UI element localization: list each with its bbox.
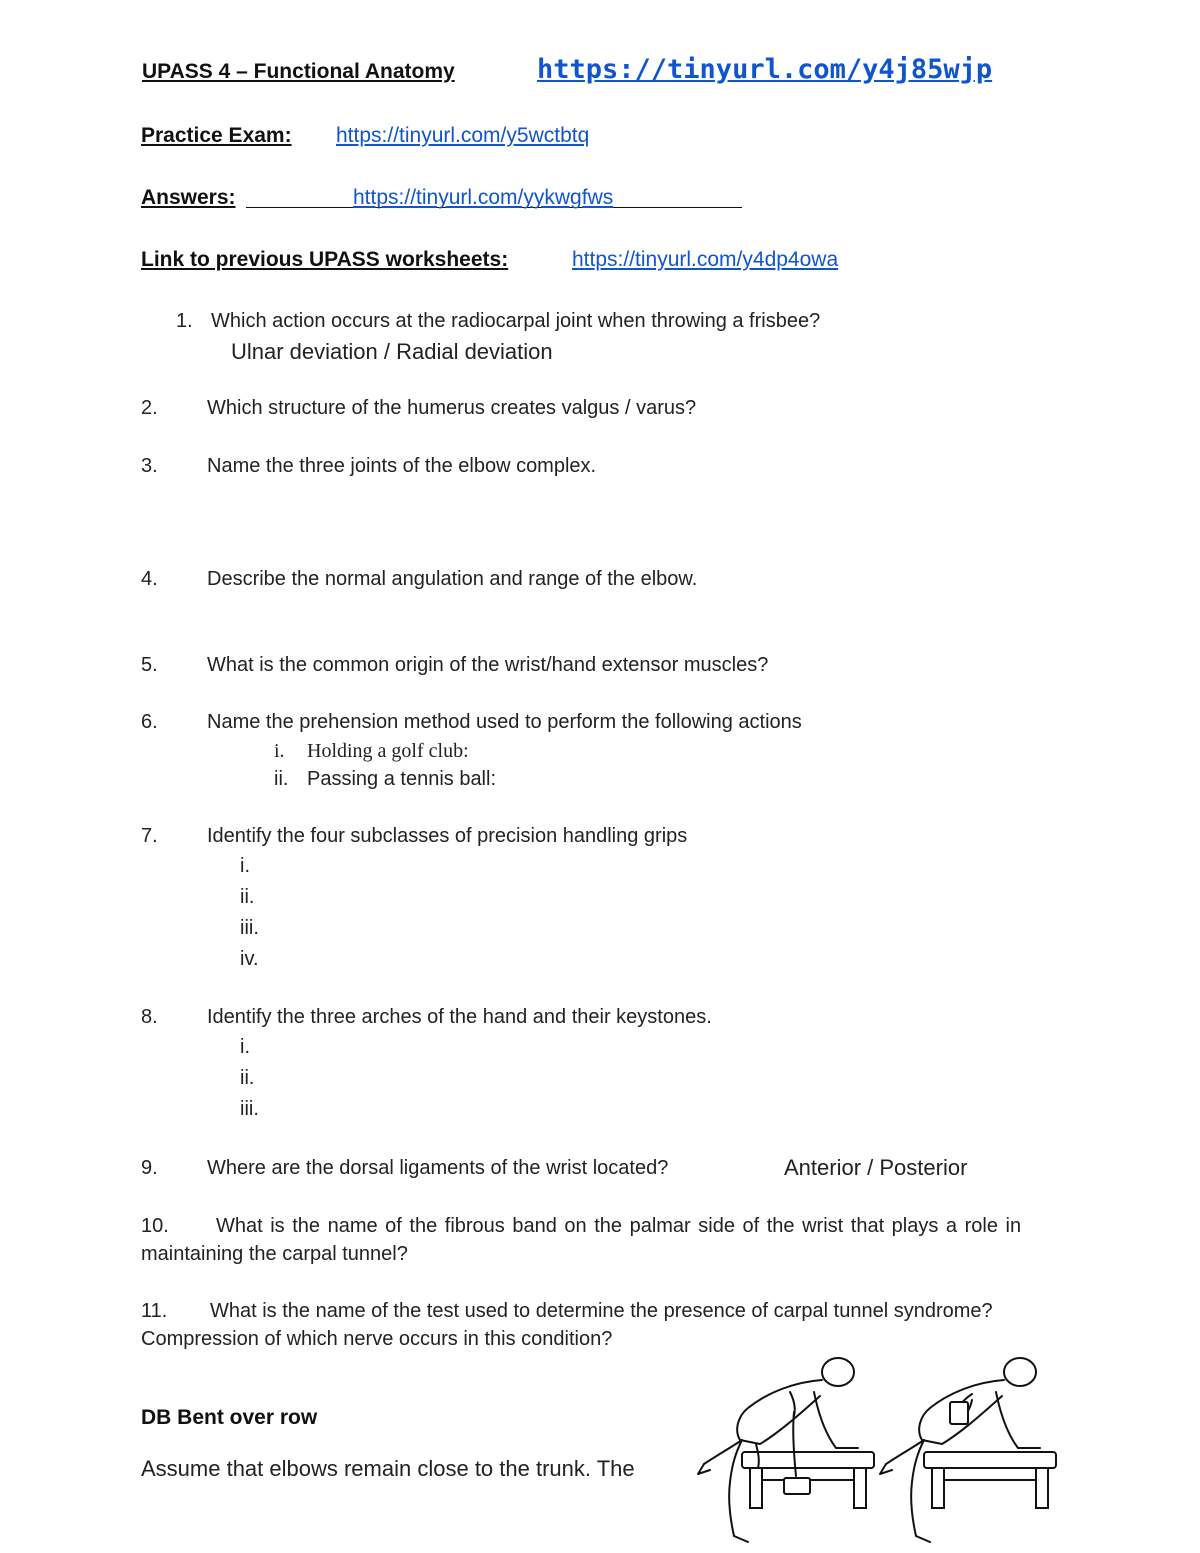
q10-text-cont: maintaining the carpal tunnel? xyxy=(141,1243,408,1265)
q7-number: 7. xyxy=(141,825,158,847)
answers-link[interactable]: https://tinyurl.com/yykwgfws xyxy=(353,186,614,209)
q4-number: 4. xyxy=(141,568,158,590)
q9-number: 9. xyxy=(141,1157,158,1179)
q8-item-marker: iii. xyxy=(240,1098,259,1120)
q9-options: Anterior / Posterior xyxy=(784,1155,968,1180)
q7-item-marker: iv. xyxy=(240,948,259,970)
q7-text: Identify the four subclasses of precision handling grips xyxy=(207,825,688,847)
figure-end-position xyxy=(880,1358,1056,1542)
title-link[interactable]: https://tinyurl.com/y4j85wjp xyxy=(537,54,993,85)
q3-number: 3. xyxy=(141,455,158,477)
q6-item-marker: ii. xyxy=(274,768,289,790)
q8-text: Identify the three arches of the hand and their keystones. xyxy=(207,1006,712,1028)
q6-number: 6. xyxy=(141,711,158,733)
q11-number: 11. xyxy=(141,1300,168,1322)
q10-text: What is the name of the fibrous band on the palmar side of the wrist that plays a role in xyxy=(216,1215,1022,1237)
q10-number: 10. xyxy=(141,1215,169,1237)
q2-number: 2. xyxy=(141,397,158,419)
q7-item-marker: iii. xyxy=(240,917,259,939)
q11-text-cont: Compression of which nerve occurs in this condition? xyxy=(141,1328,613,1350)
q5-number: 5. xyxy=(141,654,158,676)
q1-options: Ulnar deviation / Radial deviation xyxy=(231,339,553,364)
q8-item-marker: ii. xyxy=(240,1067,255,1089)
q5-text: What is the common origin of the wrist/hand extensor muscles? xyxy=(207,654,769,676)
q6-item-marker: i. xyxy=(274,740,285,762)
worksheet-title: UPASS 4 – Functional Anatomy xyxy=(142,60,455,83)
q8-item-marker: i. xyxy=(240,1036,250,1058)
q7-item-marker: i. xyxy=(240,855,250,877)
figure-start-position xyxy=(698,1358,874,1542)
db-bent-over-row-illustration xyxy=(690,1352,1070,1552)
q2-text: Which structure of the humerus creates valgus / varus? xyxy=(207,397,697,419)
q3-text: Name the three joints of the elbow complex. xyxy=(207,455,597,477)
q7-item-marker: ii. xyxy=(240,886,255,908)
q6-item-text: Passing a tennis ball: xyxy=(307,768,497,790)
practice-exam-link[interactable]: https://tinyurl.com/y5wctbtq xyxy=(336,124,590,147)
q1-number: 1. xyxy=(176,310,193,332)
q6-item-text: Holding a golf club: xyxy=(307,740,469,762)
exercise-title: DB Bent over row xyxy=(141,1406,318,1429)
header-title-row xyxy=(142,60,455,84)
q11-text: What is the name of the test used to determine the presence of carpal tunnel syndrome? xyxy=(210,1300,993,1322)
q6-text: Name the prehension method used to perform the following actions xyxy=(207,711,802,733)
q8-number: 8. xyxy=(141,1006,158,1028)
previous-worksheets-link[interactable]: https://tinyurl.com/y4dp4owa xyxy=(572,248,839,271)
q9-text: Where are the dorsal ligaments of the wrist located? xyxy=(207,1157,669,1179)
q4-text: Describe the normal angulation and range of the elbow. xyxy=(207,568,698,590)
practice-exam-label: Practice Exam: xyxy=(141,124,292,147)
q1-text: Which action occurs at the radiocarpal joint when throwing a frisbee? xyxy=(211,310,821,332)
exercise-text: Assume that elbows remain close to the trunk. The xyxy=(141,1456,635,1481)
answers-label: Answers: xyxy=(141,186,236,209)
previous-worksheets-label: Link to previous UPASS worksheets: xyxy=(141,248,509,271)
